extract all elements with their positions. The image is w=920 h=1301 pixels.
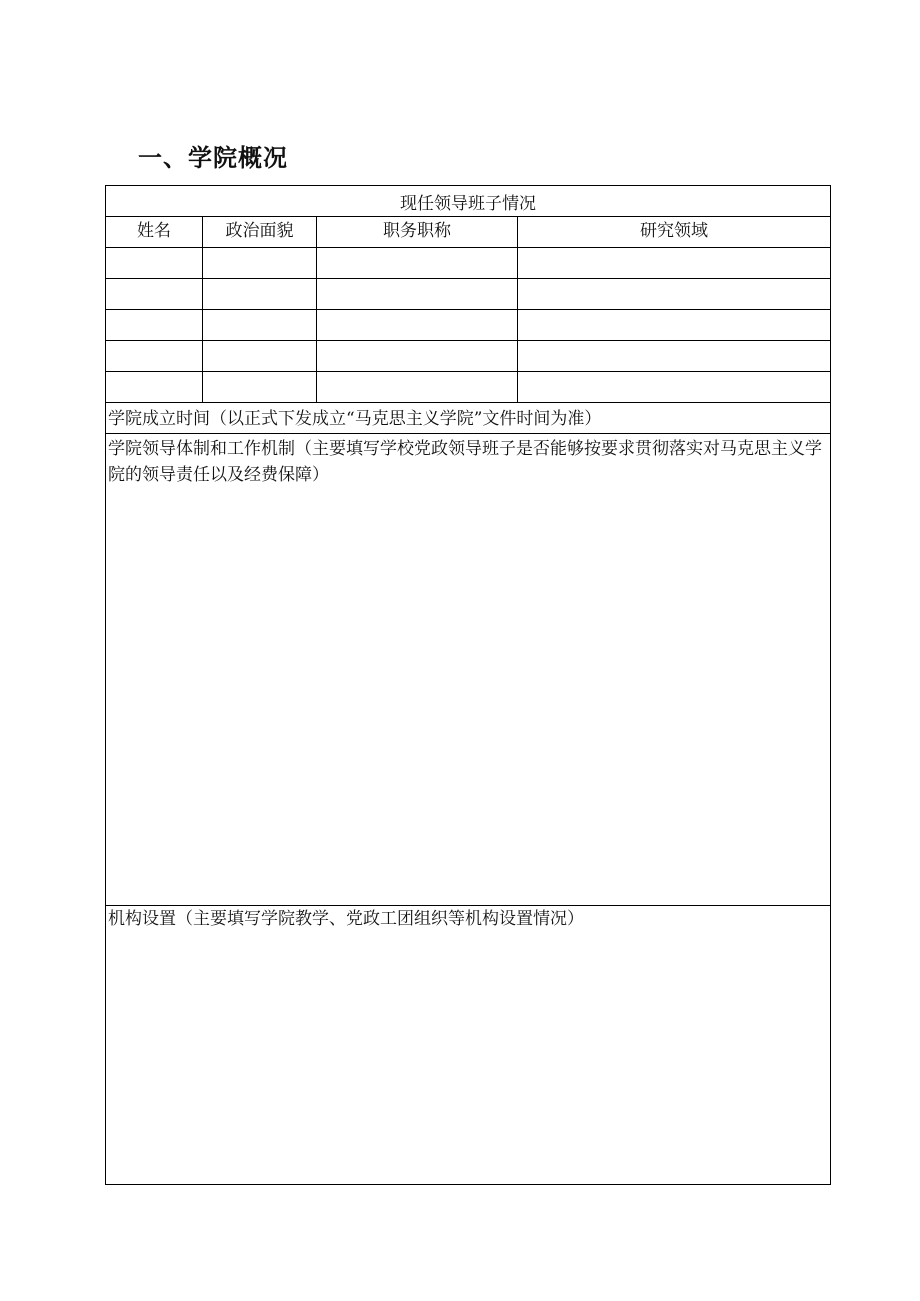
column-header-position-title bbox=[317, 217, 518, 248]
research-field-cell[interactable] bbox=[518, 372, 831, 403]
column-header-position-title-text: 职务职称 bbox=[383, 221, 451, 241]
organization-row bbox=[106, 906, 831, 1185]
table-header-row bbox=[106, 217, 831, 248]
founding-time-row bbox=[106, 403, 831, 434]
column-header-research-field-text: 研究领域 bbox=[640, 221, 708, 241]
organization-field[interactable] bbox=[106, 906, 831, 1185]
table-row bbox=[106, 248, 831, 279]
name-cell[interactable] bbox=[106, 248, 203, 279]
political-status-cell[interactable] bbox=[203, 310, 317, 341]
name-cell[interactable] bbox=[106, 372, 203, 403]
leadership-table-caption-text: 现任领导班子情况 bbox=[400, 194, 536, 214]
organization-label: 机构设置（主要填写学院教学、党政工团组织等机构设置情况） bbox=[108, 909, 584, 929]
column-header-political-status bbox=[203, 217, 317, 248]
position-title-cell[interactable] bbox=[317, 341, 518, 372]
column-header-name-text: 姓名 bbox=[137, 221, 171, 241]
political-status-cell[interactable] bbox=[203, 372, 317, 403]
name-cell[interactable] bbox=[106, 341, 203, 372]
table-caption-row bbox=[106, 186, 831, 217]
political-status-cell[interactable] bbox=[203, 248, 317, 279]
leadership-table-caption bbox=[106, 186, 831, 217]
position-title-cell[interactable] bbox=[317, 310, 518, 341]
founding-time-label: 学院成立时间（以正式下发成立“马克思主义学院”文件时间为准） bbox=[108, 409, 602, 429]
position-title-cell[interactable] bbox=[317, 279, 518, 310]
research-field-cell[interactable] bbox=[518, 310, 831, 341]
college-overview-form bbox=[105, 185, 831, 1185]
leadership-system-field[interactable] bbox=[106, 434, 831, 906]
leadership-system-row bbox=[106, 434, 831, 906]
table-row bbox=[106, 372, 831, 403]
column-header-research-field bbox=[518, 217, 831, 248]
founding-time-field[interactable] bbox=[106, 403, 831, 434]
position-title-cell[interactable] bbox=[317, 248, 518, 279]
leadership-system-label: 学院领导体制和工作机制（主要填写学校党政领导班子是否能够按要求贯彻落实对马克思主义学院的领导责任以及经费保障） bbox=[108, 439, 822, 485]
research-field-cell[interactable] bbox=[518, 248, 831, 279]
research-field-cell[interactable] bbox=[518, 341, 831, 372]
name-cell[interactable] bbox=[106, 279, 203, 310]
table-row bbox=[106, 310, 831, 341]
section-title: 一、学院概况 bbox=[138, 144, 288, 172]
research-field-cell[interactable] bbox=[518, 279, 831, 310]
table-row bbox=[106, 341, 831, 372]
position-title-cell[interactable] bbox=[317, 372, 518, 403]
column-header-name bbox=[106, 217, 203, 248]
table-row bbox=[106, 279, 831, 310]
political-status-cell[interactable] bbox=[203, 341, 317, 372]
name-cell[interactable] bbox=[106, 310, 203, 341]
political-status-cell[interactable] bbox=[203, 279, 317, 310]
column-header-political-status-text: 政治面貌 bbox=[225, 221, 294, 241]
